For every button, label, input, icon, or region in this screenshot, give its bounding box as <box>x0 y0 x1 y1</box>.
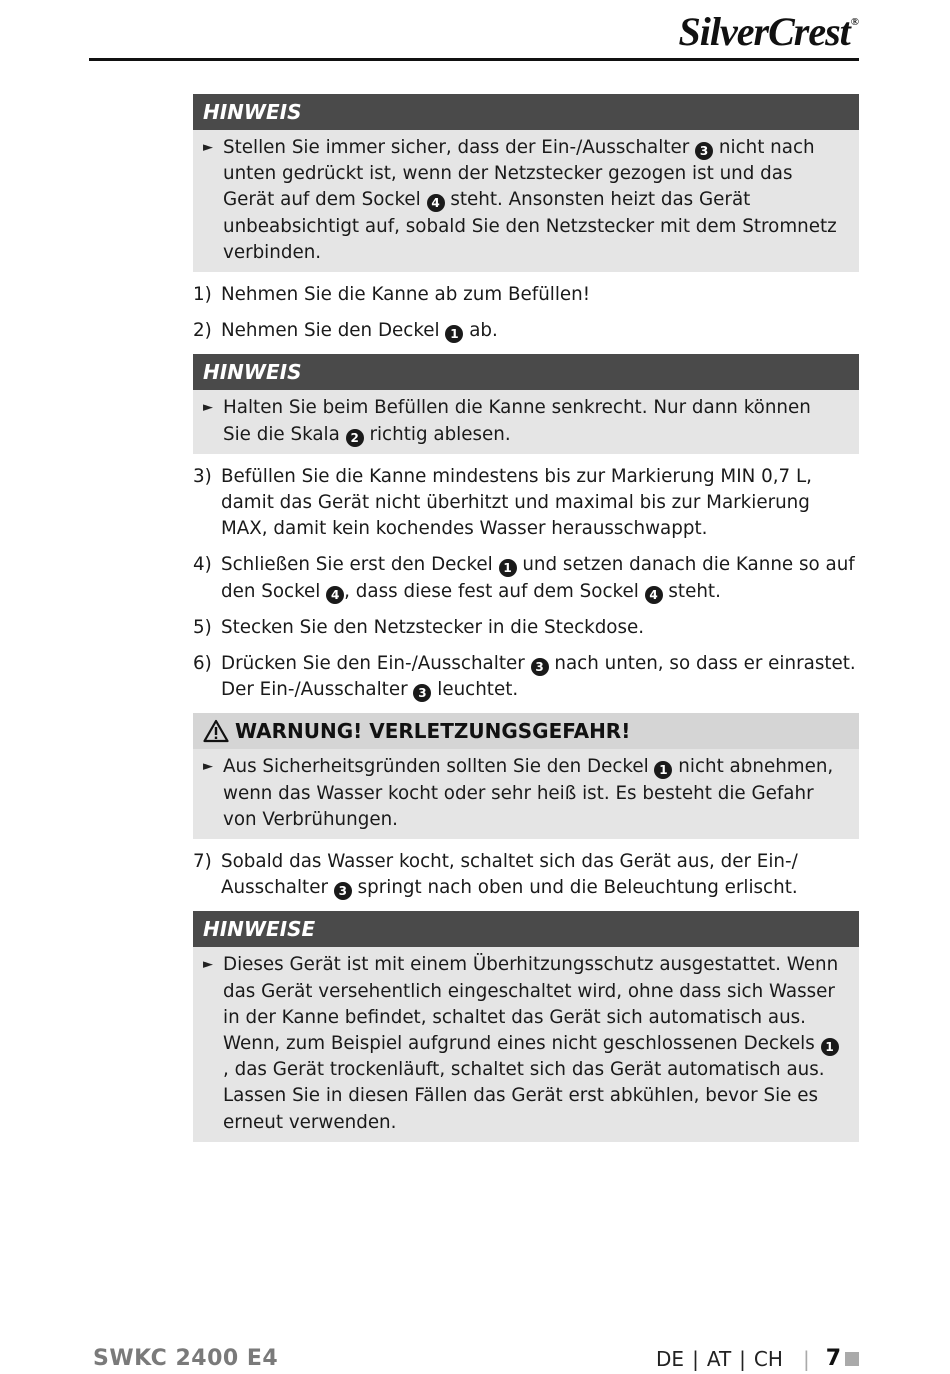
step-item <box>193 282 859 308</box>
text-run: nicht abnehmen, wenn das Wasser kocht oder sehr heiß ist. Es besteht die Gefahr von Verbrühungen. <box>223 756 834 830</box>
text-run: Stecken Sie den Netzstecker in die Steckdose. <box>221 616 645 638</box>
text-run: springt nach oben und die Beleuchtung erlischt. <box>351 877 798 899</box>
bullet-text <box>223 395 839 447</box>
footer-lang-at: AT <box>706 1346 732 1371</box>
step-text <box>221 651 859 703</box>
bullet-text <box>223 754 839 833</box>
bullet-text <box>223 952 839 1135</box>
footer-separator: | <box>802 1346 810 1371</box>
footer-separator: | <box>739 1346 746 1371</box>
step-item <box>193 615 859 641</box>
text-run: Nehmen Sie die Kanne ab zum Befüllen! <box>221 284 591 306</box>
step-number: 7) <box>193 851 212 873</box>
page-marker <box>845 1352 859 1366</box>
step-number: 3) <box>193 465 212 487</box>
box-body <box>193 390 859 453</box>
part-number-badge: 3 <box>531 658 549 676</box>
bullet-text <box>223 135 839 266</box>
footer-separator: | <box>692 1346 699 1371</box>
bullet-item <box>203 135 839 266</box>
note-header <box>193 354 859 390</box>
step-text <box>221 552 859 604</box>
box-body <box>193 130 859 272</box>
step-list <box>193 464 859 704</box>
footer-lang-de: DE <box>656 1346 685 1371</box>
part-number-badge: 3 <box>413 684 431 702</box>
text-run: leuchtet. <box>431 679 519 701</box>
box-header-title: HINWEIS <box>203 100 302 124</box>
text-run: steht. <box>662 580 721 602</box>
step-number: 5) <box>193 616 212 638</box>
text-run: Schließen Sie erst den Deckel <box>221 554 499 576</box>
box-body <box>193 947 859 1141</box>
text-run: Dieses Gerät ist mit einem Überhitzungsschutz ausgestattet. Wenn das Gerät versehentlich eingeschaltet wird, ohne dass sich Wasser in der Kanne befindet, schaltet das Gerät sich automatisch aus. <box>223 954 839 1028</box>
footer-lang-ch: CH <box>753 1346 783 1371</box>
note-header <box>193 94 859 130</box>
step-item <box>193 464 859 543</box>
bullet-item <box>203 952 839 1135</box>
note-header <box>193 911 859 947</box>
text-run: nach unten, so dass er einrastet. <box>548 653 856 675</box>
bullet-paragraph <box>223 754 839 833</box>
bullet-arrow-icon: ► <box>203 400 213 416</box>
brand-logo <box>679 8 858 55</box>
part-number-badge: 4 <box>427 194 445 212</box>
box-body <box>193 749 859 839</box>
brand-logo-text: SilverCrest <box>678 9 850 54</box>
text-run: Sobald das Wasser kocht, schaltet sich das Gerät aus, der Ein-/ <box>221 851 798 873</box>
warning-box <box>193 713 859 839</box>
part-number-badge: 1 <box>821 1038 839 1056</box>
page-number: 7 <box>825 1346 841 1371</box>
note-box <box>193 94 859 272</box>
text-run: ab. <box>463 320 498 342</box>
bullet-paragraph <box>223 952 839 1031</box>
text-run: steht. Ansonsten heizt das Gerät unbeabsichtigt auf, sobald Sie den Netzstecker mit dem Stromnetz verbinden. <box>223 189 837 263</box>
part-number-badge: 3 <box>334 882 352 900</box>
warning-header <box>193 713 859 749</box>
step-list <box>193 849 859 901</box>
bullet-item <box>203 754 839 833</box>
text-run: Nehmen Sie den Deckel <box>221 320 446 342</box>
note-box <box>193 911 859 1141</box>
text-run: richtig ablesen. <box>363 423 511 445</box>
part-number-badge: 4 <box>645 586 663 604</box>
text-run: Halten Sie beim Befüllen die Kanne senkrecht. Nur dann können Sie die Skala <box>223 397 811 445</box>
text-run: Aus Sicherheitsgründen sollten Sie den Deckel <box>223 756 655 778</box>
step-text <box>221 282 859 308</box>
bullet-paragraph <box>223 135 839 266</box>
part-number-badge: 2 <box>346 429 364 447</box>
step-item <box>193 651 859 703</box>
text-run: , das Gerät trockenläuft, schaltet sich das Gerät automatisch aus. <box>223 1059 825 1081</box>
text-run: , dass diese fest auf dem Sockel <box>344 580 645 602</box>
text-run: Befüllen Sie die Kanne mindestens bis zur Markierung MIN 0,7 L, damit das Gerät nicht überhitzt und maximal bis zur Markierung MAX, damit kein kochendes Wasser herausschwappt. <box>221 465 812 540</box>
step-text <box>221 849 859 901</box>
step-number: 6) <box>193 653 212 675</box>
bullet-arrow-icon: ► <box>203 759 213 775</box>
text-run: und setzen danach die Kanne so auf den Sockel <box>221 554 855 602</box>
step-text <box>221 318 859 344</box>
step-number: 1) <box>193 284 212 306</box>
text-run: Wenn, zum Beispiel aufgrund eines nicht geschlossenen Deckels <box>223 1033 821 1055</box>
bullet-arrow-icon: ► <box>203 957 213 973</box>
note-box <box>193 354 859 453</box>
bullet-paragraph <box>223 1031 839 1083</box>
part-number-badge: 4 <box>326 586 344 604</box>
part-number-badge: 1 <box>445 325 463 343</box>
text-run: Lassen Sie in diesen Fällen das Gerät erst abkühlen, bevor Sie es erneut verwenden. <box>223 1085 818 1133</box>
text-run: Der Ein-/Ausschalter <box>221 679 414 701</box>
step-item <box>193 849 859 901</box>
step-text <box>221 464 859 543</box>
box-header-title: HINWEISE <box>203 917 316 942</box>
bullet-arrow-icon: ► <box>203 140 213 155</box>
step-list <box>193 282 859 344</box>
text-run: Ausschalter <box>221 877 334 899</box>
bullet-paragraph <box>223 1083 839 1135</box>
footer-page-info <box>656 1346 859 1371</box>
step-item <box>193 318 859 344</box>
step-text <box>221 615 859 641</box>
registered-mark: ® <box>850 16 858 28</box>
bullet-paragraph <box>223 395 839 447</box>
step-number: 2) <box>193 320 212 342</box>
box-header-title: HINWEIS <box>203 360 302 385</box>
bullet-item <box>203 395 839 447</box>
warning-triangle-icon <box>203 719 229 743</box>
part-number-badge: 1 <box>499 559 517 577</box>
step-number: 4) <box>193 554 212 576</box>
part-number-badge: 3 <box>695 142 713 160</box>
part-number-badge: 1 <box>654 761 672 779</box>
header-rule <box>89 58 859 61</box>
text-run: nicht nach unten gedrückt ist, wenn der Netzstecker gezogen ist und das Gerät auf dem Sockel <box>223 137 815 211</box>
text-run: Stellen Sie immer sicher, dass der Ein-/Ausschalter <box>223 137 696 158</box>
manual-content <box>193 94 859 1142</box>
box-header-title: WARNUNG! VERLETZUNGSGEFAHR! <box>235 718 631 743</box>
footer-model-number: SWKC 2400 E4 <box>93 1346 279 1371</box>
text-run: Drücken Sie den Ein-/Ausschalter <box>221 653 531 675</box>
step-item <box>193 552 859 604</box>
